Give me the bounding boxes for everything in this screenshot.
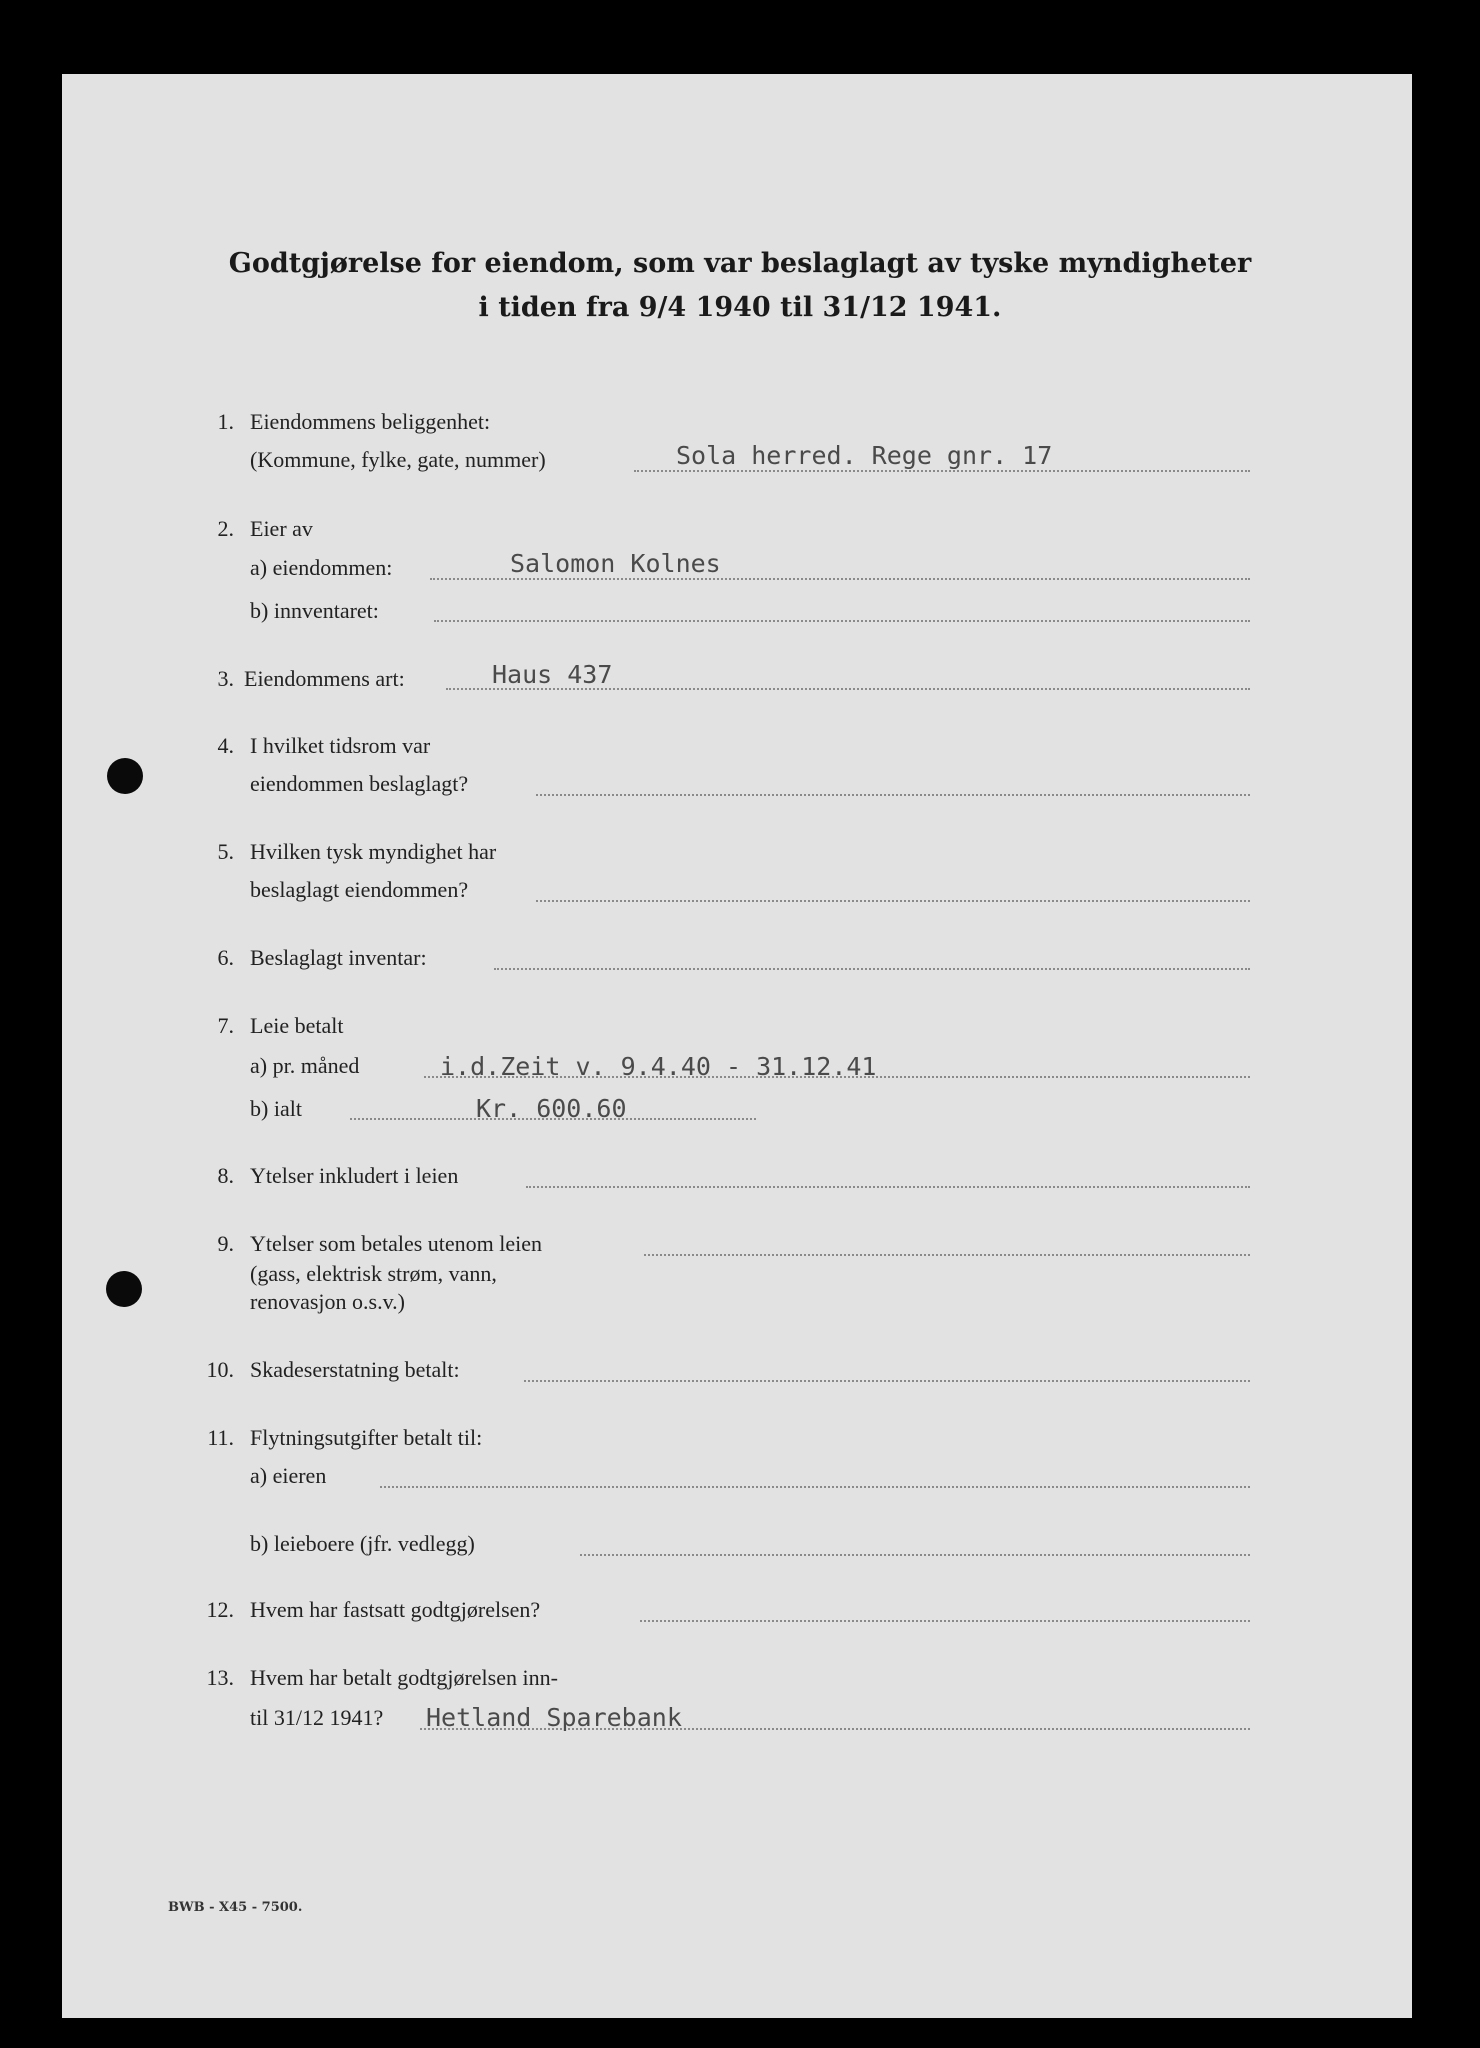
item-7-total-value: Kr. 600.60 [476, 1094, 627, 1123]
item-2-owner-property-line [430, 578, 1250, 580]
item-1-line [634, 470, 1250, 472]
item-6-line [494, 968, 1250, 970]
form-footer-code: BWB - X45 - 7500. [168, 1900, 303, 1915]
item-11-number: 11. [207, 1425, 234, 1450]
item-9-number: 9. [217, 1231, 234, 1256]
item-4-line [536, 794, 1250, 796]
item-7-label: Leie betalt [250, 1013, 344, 1038]
form-title-line2: i tiden fra 9/4 1940 til 31/12 1941. [478, 292, 1002, 323]
item-1-sublabel: (Kommune, fylke, gate, nummer) [250, 447, 546, 472]
item-6-label: Beslaglagt inventar: [250, 945, 427, 970]
item-4-sublabel: eiendommen beslaglagt? [250, 771, 469, 796]
item-2-owner-inventory-line [434, 620, 1250, 622]
item-3-value: Haus 437 [492, 660, 613, 689]
item-3-label: Eiendommens art: [244, 666, 405, 691]
item-11-label: Flytningsutgifter betalt til: [250, 1425, 483, 1450]
item-4-number: 4. [217, 733, 234, 758]
item-11-tenants-label: b) leieboere (jfr. vedlegg) [250, 1531, 475, 1556]
item-4-label: I hvilket tidsrom var [250, 733, 431, 758]
item-7-monthly-value: i.d.Zeit v. 9.4.40 - 31.12.41 [440, 1052, 877, 1081]
item-12-label: Hvem har fastsatt godtgjørelsen? [250, 1597, 541, 1622]
punch-hole-top [107, 758, 143, 794]
item-6-number: 6. [217, 945, 234, 970]
item-7-monthly-label: a) pr. måned [250, 1053, 360, 1078]
item-10-line [524, 1380, 1250, 1382]
item-2-label: Eier av [250, 516, 313, 541]
item-7-number: 7. [217, 1013, 234, 1038]
item-10-label: Skadeserstatning betalt: [250, 1357, 460, 1382]
item-12-line [640, 1620, 1250, 1622]
item-9-label: Ytelser som betales utenom leien [250, 1231, 543, 1256]
item-13-label: Hvem har betalt godtgjørelsen inn- [250, 1665, 558, 1690]
item-1-label: Eiendommens beliggenhet: [250, 409, 491, 434]
item-7-total-label: b) ialt [250, 1096, 302, 1121]
item-12-number: 12. [206, 1597, 234, 1622]
item-9-line [644, 1254, 1250, 1256]
item-13-value: Hetland Sparebank [426, 1703, 682, 1732]
item-2-owner-inventory-label: b) innventaret: [250, 598, 379, 623]
item-8-number: 8. [217, 1163, 234, 1188]
item-10-number: 10. [206, 1357, 234, 1382]
item-5-number: 5. [217, 839, 234, 864]
item-11-owner-label: a) eieren [250, 1463, 327, 1488]
item-5-label: Hvilken tysk myndighet har [250, 839, 497, 864]
item-1-value: Sola herred. Rege gnr. 17 [676, 441, 1053, 470]
item-9-sublabel-2: renovasjon o.s.v.) [250, 1289, 405, 1314]
item-9-sublabel-1: (gass, elektrisk strøm, vann, [250, 1261, 497, 1286]
item-5-line [536, 900, 1250, 902]
item-1-number: 1. [217, 409, 234, 434]
item-2-number: 2. [217, 516, 234, 541]
item-11-tenants-line [580, 1554, 1250, 1556]
item-13-number: 13. [206, 1665, 234, 1690]
item-13-sublabel: til 31/12 1941? [250, 1705, 384, 1730]
item-11-owner-line [380, 1486, 1250, 1488]
item-3-number: 3. [217, 666, 234, 691]
item-5-sublabel: beslaglagt eiendommen? [250, 877, 469, 902]
punch-hole-bottom [106, 1271, 142, 1307]
item-8-label: Ytelser inkludert i leien [250, 1163, 459, 1188]
item-2-owner-property-value: Salomon Kolnes [510, 549, 721, 578]
form-title-line1: Godtgjørelse for eiendom, som var beslaglagt av tyske myndigheter [228, 248, 1252, 279]
item-2-owner-property-label: a) eiendommen: [250, 555, 393, 580]
item-8-line [526, 1186, 1250, 1188]
